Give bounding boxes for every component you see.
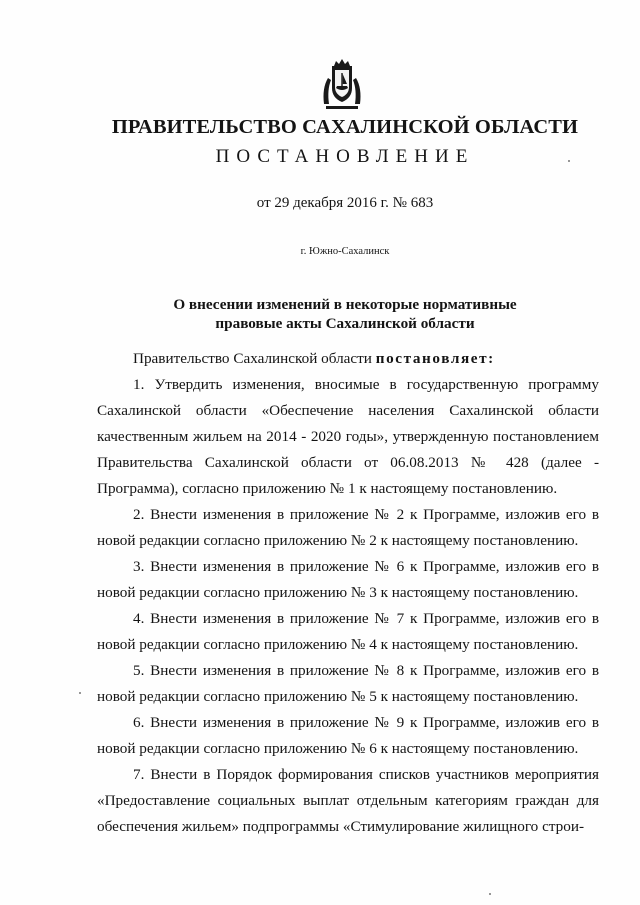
subject-line-2: правовые акты Сахалинской области	[215, 315, 475, 332]
government-name: ПРАВИТЕЛЬСТВО САХАЛИНСКОЙ ОБЛАСТИ	[111, 116, 579, 138]
subject-line-1: О внесении изменений в некоторые нормативные	[173, 296, 517, 313]
decree-body	[97, 346, 599, 840]
document-type: ПОСТАНОВЛЕНИЕ	[215, 146, 475, 167]
coat-of-arms-icon	[320, 58, 364, 110]
intro-keyword: постановляет:	[375, 350, 495, 367]
intro-paragraph	[97, 346, 599, 372]
paragraph-7: 7. Внести в Порядок формирования списков участников мероприятия «Предоставление социальных выплат отдельным категориям граждан для обеспечения жильем» подпрограммы «Стимулирование жилищного строи-	[97, 766, 599, 835]
paragraph-2: 2. Внести изменения в приложение № 2 к Программе, изложив его в новой редакции согласно приложению № 2 к настоящему постановлению.	[97, 506, 599, 549]
paragraph-6: 6. Внести изменения в приложение № 9 к Программе, изложив его в новой редакции согласно приложению № 6 к настоящему постановлению.	[97, 714, 599, 757]
scan-speck	[79, 692, 81, 694]
paragraph-4: 4. Внести изменения в приложение № 7 к Программе, изложив его в новой редакции согласно приложению № 4 к настоящему постановлению.	[97, 610, 599, 653]
scan-speck	[489, 893, 491, 895]
decree-subject	[0, 295, 640, 333]
city: г. Южно-Сахалинск	[300, 246, 390, 257]
intro-text: Правительство Сахалинской области	[133, 350, 376, 367]
scan-speck	[568, 160, 570, 162]
decree-date-number: от 29 декабря 2016 г. № 683	[256, 195, 434, 211]
paragraph-1: 1. Утвердить изменения, вносимые в государственную программу Сахалинской области «Обеспечение населения Сахалинской области качественным жильем на 2014 - 2020 годы», утвержденную постановлением Правительства Сахалинской области от 06.08.2013 № 428 (далее - Программа), согласно приложению № 1 к настоящему постановлению.	[97, 376, 599, 497]
paragraph-5: 5. Внести изменения в приложение № 8 к Программе, изложив его в новой редакции согласно приложению № 5 к настоящему постановлению.	[97, 662, 599, 705]
paragraph-3: 3. Внести изменения в приложение № 6 к Программе, изложив его в новой редакции согласно приложению № 3 к настоящему постановлению.	[97, 558, 599, 601]
